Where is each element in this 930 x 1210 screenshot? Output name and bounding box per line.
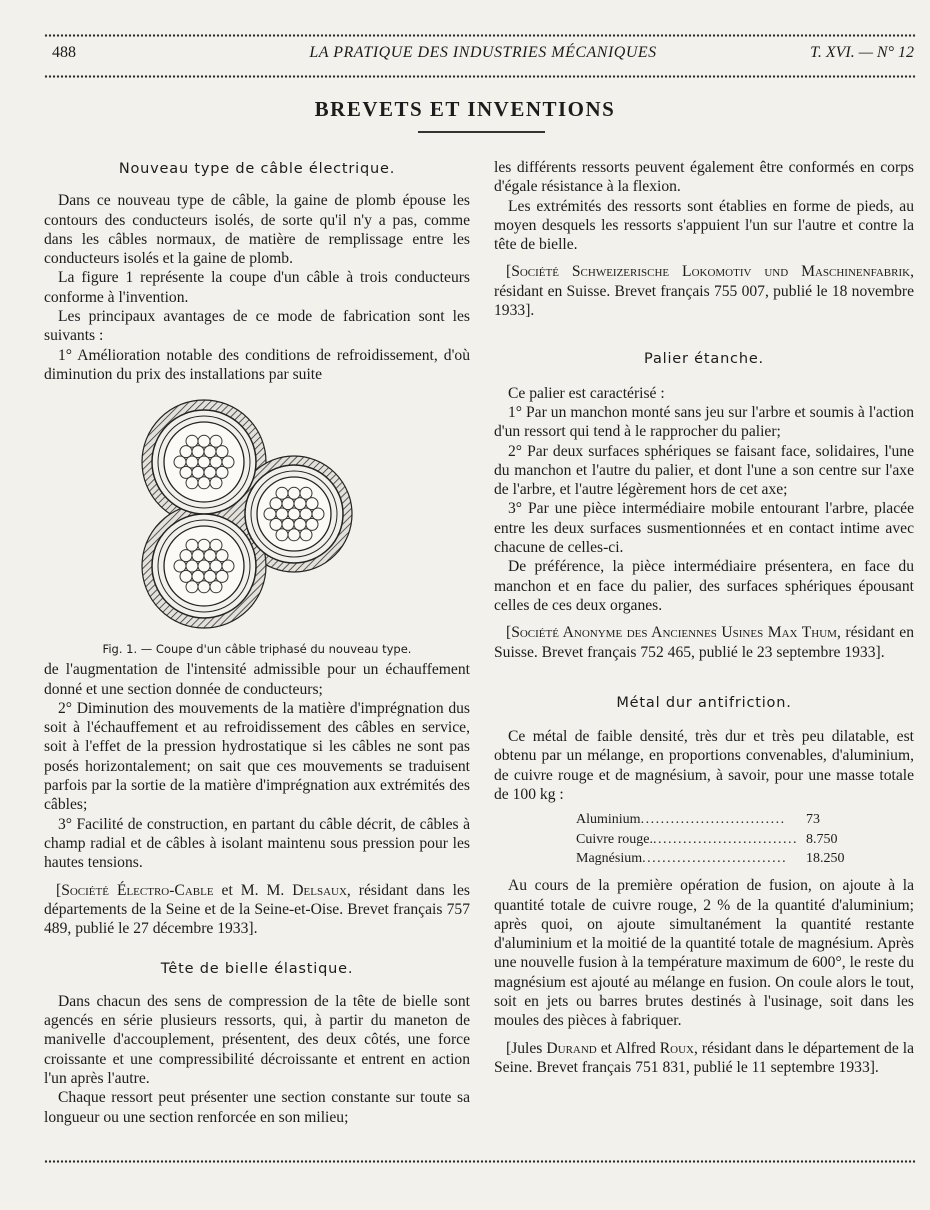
cable-cross-section-figure bbox=[44, 398, 470, 660]
palier-paragraph-1: Ce palier est caractérisé : bbox=[508, 384, 665, 402]
bielle-paragraph-4: Les extrémités des ressorts sont établies en forme de pieds, au moyen desquels les ressorts s'appuient l'un sur l'autre et contre la tête de bielle. bbox=[494, 197, 914, 254]
running-header bbox=[52, 44, 914, 66]
palier-paragraph-3: 2° Par deux surfaces sphériques se faisant face, solidaires, l'une du manchon et l'autre du palier, et dont l'une a son centre sur l'axe de l'arbre, et l'autre légèrement hors de cet axe; bbox=[494, 442, 914, 499]
title-underline bbox=[418, 131, 545, 133]
metal-paragraph-1: Ce métal de faible densité, très dur et très peu dilatable, est obtenu par un mélange, en proportions convenables, d'aluminium, de cuivre rouge et de magnésium, à savoir, pour une masse totale de 100 kg : bbox=[494, 728, 914, 804]
component-name: Magnésium. . . bbox=[572, 849, 802, 868]
figure-caption: Fig. 1. — Coupe d'un câble triphasé du nouveau type. bbox=[102, 642, 412, 657]
bielle-paragraph-3: les différents ressorts peuvent également être conformés en corps d'égale résistance à la flexion. bbox=[494, 159, 914, 196]
heading-bielle: Tête de bielle élastique. bbox=[160, 961, 354, 978]
composition-row bbox=[572, 830, 848, 849]
cable-patent-reference bbox=[44, 881, 470, 939]
bottom-dotted-rule bbox=[44, 1160, 916, 1163]
right-column bbox=[494, 158, 914, 1077]
page-number: 488 bbox=[52, 44, 76, 61]
palier-paragraph-2: 1° Par un manchon monté sans jeu sur l'arbre et soumis à l'action d'un ressort qui tend à le rapprocher du palier; bbox=[494, 403, 914, 441]
header-dotted-rule bbox=[44, 75, 916, 78]
component-value: 73 bbox=[805, 812, 820, 828]
ref-text: et Alfred bbox=[596, 1039, 660, 1057]
ref-name: Delsaux bbox=[292, 881, 347, 899]
conductor-1 bbox=[152, 410, 256, 514]
cable-paragraph-3: Les principaux avantages de ce mode de fabrication sont les suivants : bbox=[44, 308, 470, 345]
component-value: 18.250 bbox=[805, 850, 845, 866]
section-title: BREVETS ET INVENTIONS bbox=[314, 97, 616, 121]
cable-paragraph-7: 3° Facilité de construction, en partant du câble décrit, de câbles à champ radial et de câbles à isolant maintenu sous pression pour les hautes tensions. bbox=[44, 815, 470, 872]
ref-text: et M. M. bbox=[213, 881, 293, 899]
heading-palier: Palier étanche. bbox=[644, 351, 764, 368]
conductor-3 bbox=[152, 514, 256, 618]
metal-patent-reference bbox=[494, 1039, 914, 1078]
bielle-patent-reference bbox=[494, 262, 914, 320]
ref-name: Roux bbox=[659, 1039, 694, 1057]
component-name: Cuivre rouge.. . . bbox=[572, 830, 802, 849]
metal-paragraph-2: Au cours de la première opération de fusion, on ajoute à la quantité totale de cuivre rouge, 2 % de la quantité d'aluminium; après quoi, on ajoute simultanément la quantité restante d'aluminium et la moitié de la quantité totale de magnésium. Après une nouvelle fusion à la température maximum de 600°, le reste du magnésium est ajouté au mélange en fusion. On coule alors le tout, soit en jets ou barres brutes destinés à l'usinage, soit dans les moules des pièces à fabriquer. bbox=[494, 877, 914, 1030]
bielle-paragraph-1: Dans chacun des sens de compression de la tête de bielle sont agencés en série plusieurs ressorts, qui, à partir du maneton de manivelle d'accouplement, présentent, des deux côtés, une force croissante et une compressibilité décroissante et entrent en action l'un après l'autre. bbox=[44, 992, 470, 1087]
bielle-paragraph-2: Chaque ressort peut présenter une section constante sur toute sa longueur ou une section renforcée en son milieu; bbox=[44, 1089, 470, 1126]
cable-paragraph-5: de l'augmentation de l'intensité admissible pour un échauffement donné et une section donnée de conducteurs; bbox=[44, 661, 470, 698]
cable-paragraph-4: 1° Amélioration notable des conditions de refroidissement, d'où diminution du prix des installations par suite bbox=[44, 346, 470, 383]
ref-company: [Société Électro-Cable bbox=[56, 881, 214, 899]
top-dotted-rule bbox=[44, 34, 916, 37]
ref-text: , résidant dans le département de la Seine. Brevet français 751 831, publié le 11 septembre 1933]. bbox=[494, 1039, 914, 1076]
ref-text: [Jules bbox=[506, 1039, 547, 1057]
journal-title: LA PRATIQUE DES INDUSTRIES MÉCANIQUES bbox=[309, 44, 657, 61]
left-column bbox=[44, 160, 470, 1127]
cable-paragraph-1: Dans ce nouveau type de câble, la gaine de plomb épouse les contours des conducteurs isolés, de sorte qu'il n'y a pas, comme dans les câbles normaux, de matière de remplissage entre les conducteurs isolés et la gaine de plomb. bbox=[44, 192, 470, 268]
cable-paragraph-2: La figure 1 représente la coupe d'un câble à trois conducteurs conforme à l'invention. bbox=[44, 269, 470, 306]
composition-row bbox=[572, 810, 848, 829]
ref-company: [Société Anonyme des Anciennes Usines Max Thum bbox=[506, 624, 837, 642]
ref-text: , résidant en Suisse. Brevet français 755 007, publié le 18 novembre 1933]. bbox=[494, 263, 914, 320]
palier-paragraph-5: De préférence, la pièce intermédiaire présentera, en face du manchon et en face du palier, des surfaces sphériques épousant celles de ces deux organes. bbox=[494, 558, 914, 614]
ref-text: , résidant en Suisse. Brevet français 752 465, publié le 23 septembre 1933]. bbox=[494, 624, 914, 661]
heading-cable: Nouveau type de câble électrique. bbox=[118, 161, 396, 177]
ref-company: [Société Schweizerische Lokomotiv und Maschinenfabrik bbox=[506, 263, 911, 281]
palier-paragraph-4: 3° Par une pièce intermédiaire mobile entourant l'arbre, placée entre les deux surfaces susmentionnées et en contact intime avec chacune de celles-ci. bbox=[494, 500, 914, 557]
ref-name: Durand bbox=[546, 1039, 597, 1057]
composition-row bbox=[572, 849, 848, 868]
composition-table bbox=[572, 810, 848, 868]
palier-patent-reference bbox=[494, 623, 914, 662]
figure-1 bbox=[44, 398, 470, 660]
component-name: Aluminium. . . bbox=[572, 810, 802, 829]
cable-paragraph-6: 2° Diminution des mouvements de la matière d'imprégnation dus soit à l'échauffement et au refroidissement des câbles en service, soit à l'effet de la pression hydrostatique si les câbles ne sont pas posés horizontalement; on sait que ces mouvements se traduisent parfois par la sortie de la matière d'imprégnation aux extrémités des câbles; bbox=[44, 699, 470, 814]
ref-text: , résidant dans les départements de la Seine et de la Seine-et-Oise. Brevet français 757 489, publié le 27 décembre 1933]. bbox=[44, 881, 470, 938]
conductor-2 bbox=[245, 465, 343, 563]
component-value: 8.750 bbox=[805, 831, 838, 847]
heading-metal: Métal dur antifriction. bbox=[616, 694, 792, 711]
volume-issue: T. XVI. — N° 12 bbox=[810, 44, 914, 61]
